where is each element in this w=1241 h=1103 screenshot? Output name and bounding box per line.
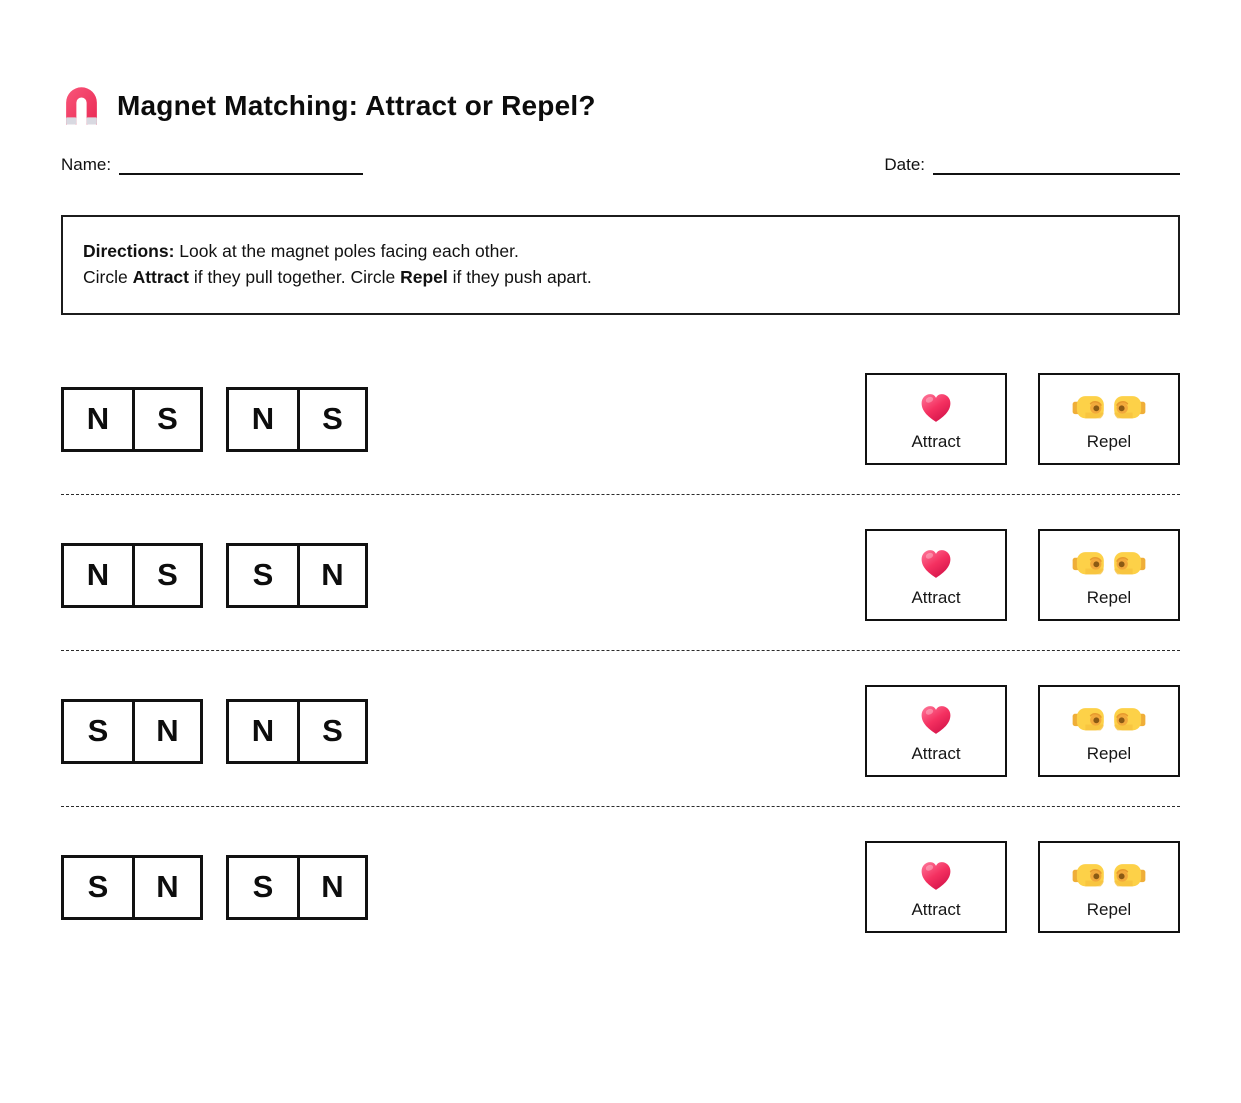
date-field: [884, 155, 1180, 175]
worksheet-header: [61, 82, 1180, 130]
question-row: [61, 529, 1180, 621]
fist-bump-icon: [1071, 858, 1147, 892]
date-input-line[interactable]: [933, 156, 1180, 175]
name-input-line[interactable]: [119, 156, 363, 175]
attract-label: Attract: [911, 744, 961, 763]
page-title: Magnet Matching: Attract or Repel?: [117, 90, 596, 121]
magnet-b-pole-right: S: [297, 390, 365, 449]
repel-label: Repel: [1086, 744, 1132, 763]
magnet-icon: [61, 84, 102, 129]
directions-line1-text: Look at the magnet poles facing each other.: [179, 241, 519, 261]
repel-option[interactable]: [1038, 685, 1180, 777]
name-label: Name:: [61, 155, 112, 174]
magnet-b: [226, 855, 368, 920]
directions-line1: [83, 238, 1158, 264]
magnet-b-pole-left: S: [252, 869, 274, 904]
magnet-b: [226, 699, 368, 764]
magnet-a: [61, 387, 203, 452]
question-row: [61, 373, 1180, 465]
heart-icon: [918, 546, 954, 580]
magnet-pair: [61, 387, 368, 452]
heart-icon: [918, 702, 954, 736]
attract-option[interactable]: [865, 841, 1007, 933]
magnet-b-pole-left: N: [251, 713, 275, 748]
attract-option[interactable]: [865, 529, 1007, 621]
repel-option[interactable]: [1038, 841, 1180, 933]
fist-bump-icon: [1071, 546, 1147, 580]
answer-choices: [865, 685, 1180, 777]
magnet-a-pole-right: S: [132, 390, 200, 449]
fields-row: [61, 155, 1180, 175]
attract-option[interactable]: [865, 373, 1007, 465]
attract-label: Attract: [911, 432, 961, 451]
attract-label: Attract: [911, 588, 961, 607]
magnet-a-pole-right: N: [132, 858, 200, 917]
date-label: Date:: [884, 155, 925, 174]
magnet-b-pole-right: N: [297, 858, 365, 917]
fist-bump-icon: [1071, 702, 1147, 736]
magnet-a-pole-right: S: [132, 546, 200, 605]
attract-label: Attract: [911, 900, 961, 919]
question-row: [61, 685, 1180, 777]
repel-keyword: Repel: [400, 267, 448, 287]
magnet-a: [61, 543, 203, 608]
answer-choices: [865, 529, 1180, 621]
name-field: [61, 155, 363, 175]
magnet-pair: [61, 543, 368, 608]
answer-choices: [865, 373, 1180, 465]
magnet-a-pole-left: S: [87, 713, 109, 748]
magnet-b: [226, 543, 368, 608]
heart-icon: [918, 858, 954, 892]
magnet-a-pole-left: N: [86, 401, 110, 436]
heart-icon: [918, 390, 954, 424]
repel-label: Repel: [1086, 432, 1132, 451]
magnet-b: [226, 387, 368, 452]
attract-option[interactable]: [865, 685, 1007, 777]
attract-keyword: Attract: [132, 267, 189, 287]
questions-list: [61, 373, 1180, 933]
repel-label: Repel: [1086, 900, 1132, 919]
row-separator: [61, 806, 1180, 807]
magnet-b-pole-left: N: [251, 401, 275, 436]
answer-choices: [865, 841, 1180, 933]
repel-option[interactable]: [1038, 373, 1180, 465]
repel-option[interactable]: [1038, 529, 1180, 621]
magnet-a-pole-right: N: [132, 702, 200, 761]
row-separator: [61, 650, 1180, 651]
row-separator: [61, 494, 1180, 495]
directions-label: Directions:: [83, 241, 175, 261]
directions-box: [61, 215, 1180, 315]
repel-label: Repel: [1086, 588, 1132, 607]
fist-bump-icon: [1071, 390, 1147, 424]
magnet-b-pole-left: S: [252, 557, 274, 592]
question-row: [61, 841, 1180, 933]
directions-line2: Circle Attract if they pull together. Circle Repel if they push apart.: [83, 267, 592, 287]
magnet-a-pole-left: N: [86, 557, 110, 592]
magnet-a-pole-left: S: [87, 869, 109, 904]
magnet-pair: [61, 699, 368, 764]
worksheet-page: [0, 82, 1241, 933]
magnet-a: [61, 855, 203, 920]
magnet-b-pole-right: S: [297, 702, 365, 761]
magnet-pair: [61, 855, 368, 920]
magnet-b-pole-right: N: [297, 546, 365, 605]
magnet-a: [61, 699, 203, 764]
